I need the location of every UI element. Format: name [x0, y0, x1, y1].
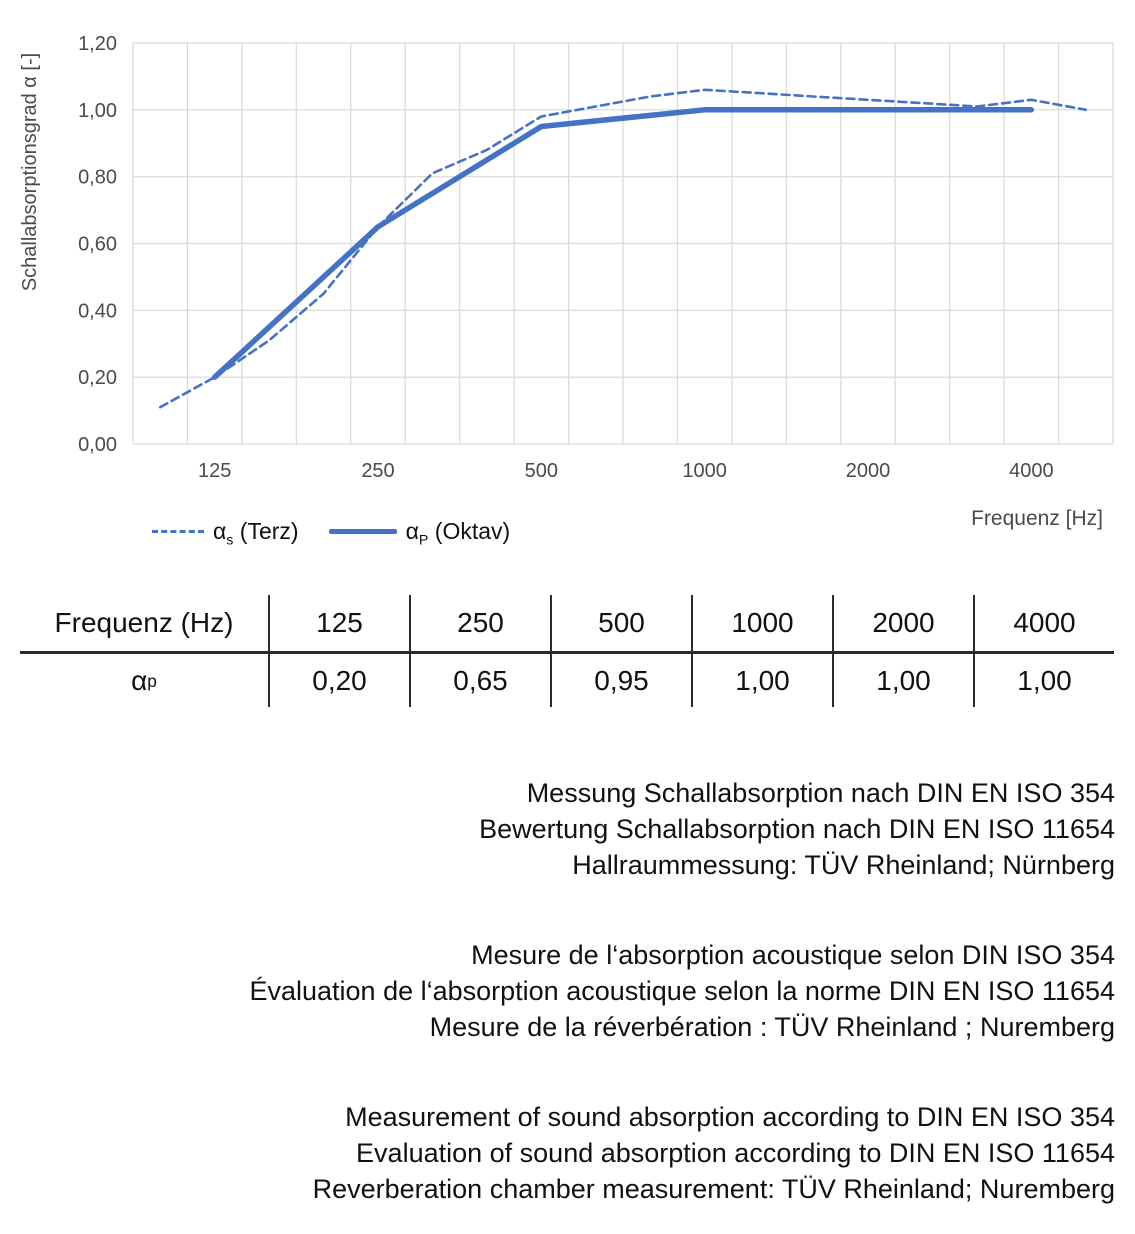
- table-value-2000: 1,00: [832, 654, 973, 707]
- legend-item-oktav: [329, 518, 511, 549]
- absorption-values-table: [20, 595, 1120, 707]
- x-tick-label: 2000: [845, 460, 891, 482]
- table-header-500: 500: [550, 595, 691, 654]
- table-header-frequency: Frequenz (Hz): [20, 595, 268, 654]
- alpha-subscript: P: [418, 532, 429, 549]
- legend-label-rest: (Terz): [233, 518, 299, 544]
- note-line: Bewertung Schallabsorption nach DIN EN ISO 11654: [479, 814, 1115, 844]
- table-header-4000: 4000: [973, 595, 1114, 654]
- table-value-250: 0,65: [409, 654, 550, 707]
- table-header-2000: 2000: [832, 595, 973, 654]
- notes-french: [0, 937, 1115, 1045]
- notes-english: [0, 1099, 1115, 1207]
- table-header-250: 250: [409, 595, 550, 654]
- y-tick-label: 1,00: [78, 99, 117, 122]
- legend-label-oktav: [405, 518, 511, 549]
- y-tick-label: 0,20: [78, 367, 117, 390]
- y-tick-label: 0,00: [78, 434, 117, 456]
- legend-label-rest: (Oktav): [428, 518, 511, 544]
- y-axis-title: Schallabsorptionsgrad α [-]: [19, 52, 41, 292]
- y-tick-label: 0,80: [78, 166, 117, 189]
- chart-legend: [152, 518, 511, 549]
- alpha-symbol: α: [405, 518, 419, 544]
- notes-german: [0, 775, 1115, 883]
- x-tick-label: 4000: [1009, 460, 1054, 482]
- note-line: Évaluation de l‘absorption acoustique selon la norme DIN EN ISO 11654: [249, 976, 1115, 1006]
- note-line: Measurement of sound absorption according to DIN EN ISO 354: [345, 1102, 1115, 1132]
- dashed-line-swatch: [152, 530, 204, 533]
- note-line: Mesure de l‘absorption acoustique selon DIN ISO 354: [471, 940, 1115, 970]
- table-value-4000: 1,00: [973, 654, 1114, 707]
- x-tick-label: 1000: [682, 460, 727, 482]
- table-value-125: 0,20: [268, 654, 409, 707]
- alpha-subscript: s: [226, 532, 234, 549]
- solid-line-swatch: [329, 529, 397, 534]
- y-tick-label: 0,40: [78, 300, 117, 323]
- table-header-1000: 1000: [691, 595, 832, 654]
- legend-label-terz: [213, 518, 299, 549]
- x-axis-title: Frequenz [Hz]: [971, 507, 1103, 530]
- absorption-line-chart: [0, 0, 1135, 560]
- table-row-label-alpha-p: α p: [131, 664, 157, 696]
- measurement-notes: [0, 775, 1135, 1207]
- note-line: Mesure de la réverbération : TÜV Rheinland ; Nuremberg: [429, 1012, 1115, 1042]
- y-tick-label: 1,20: [78, 33, 117, 55]
- x-tick-label: 500: [524, 460, 559, 482]
- note-line: Messung Schallabsorption nach DIN EN ISO 354: [526, 778, 1115, 808]
- note-line: Reverberation chamber measurement: TÜV Rheinland; Nuremberg: [312, 1174, 1115, 1204]
- table-header-125: 125: [268, 595, 409, 654]
- note-line: Evaluation of sound absorption according to DIN EN ISO 11654: [356, 1138, 1115, 1168]
- table-value-1000: 1,00: [691, 654, 832, 707]
- y-tick-label: 0,60: [78, 233, 117, 256]
- alpha-symbol: α: [213, 518, 227, 544]
- alpha-symbol: α: [131, 664, 148, 696]
- x-tick-label: 250: [361, 460, 395, 482]
- x-tick-label: 125: [197, 460, 232, 482]
- legend-item-terz: [152, 518, 299, 549]
- note-line: Hallraummessung: TÜV Rheinland; Nürnberg: [572, 850, 1115, 880]
- table-value-500: 0,95: [550, 654, 691, 707]
